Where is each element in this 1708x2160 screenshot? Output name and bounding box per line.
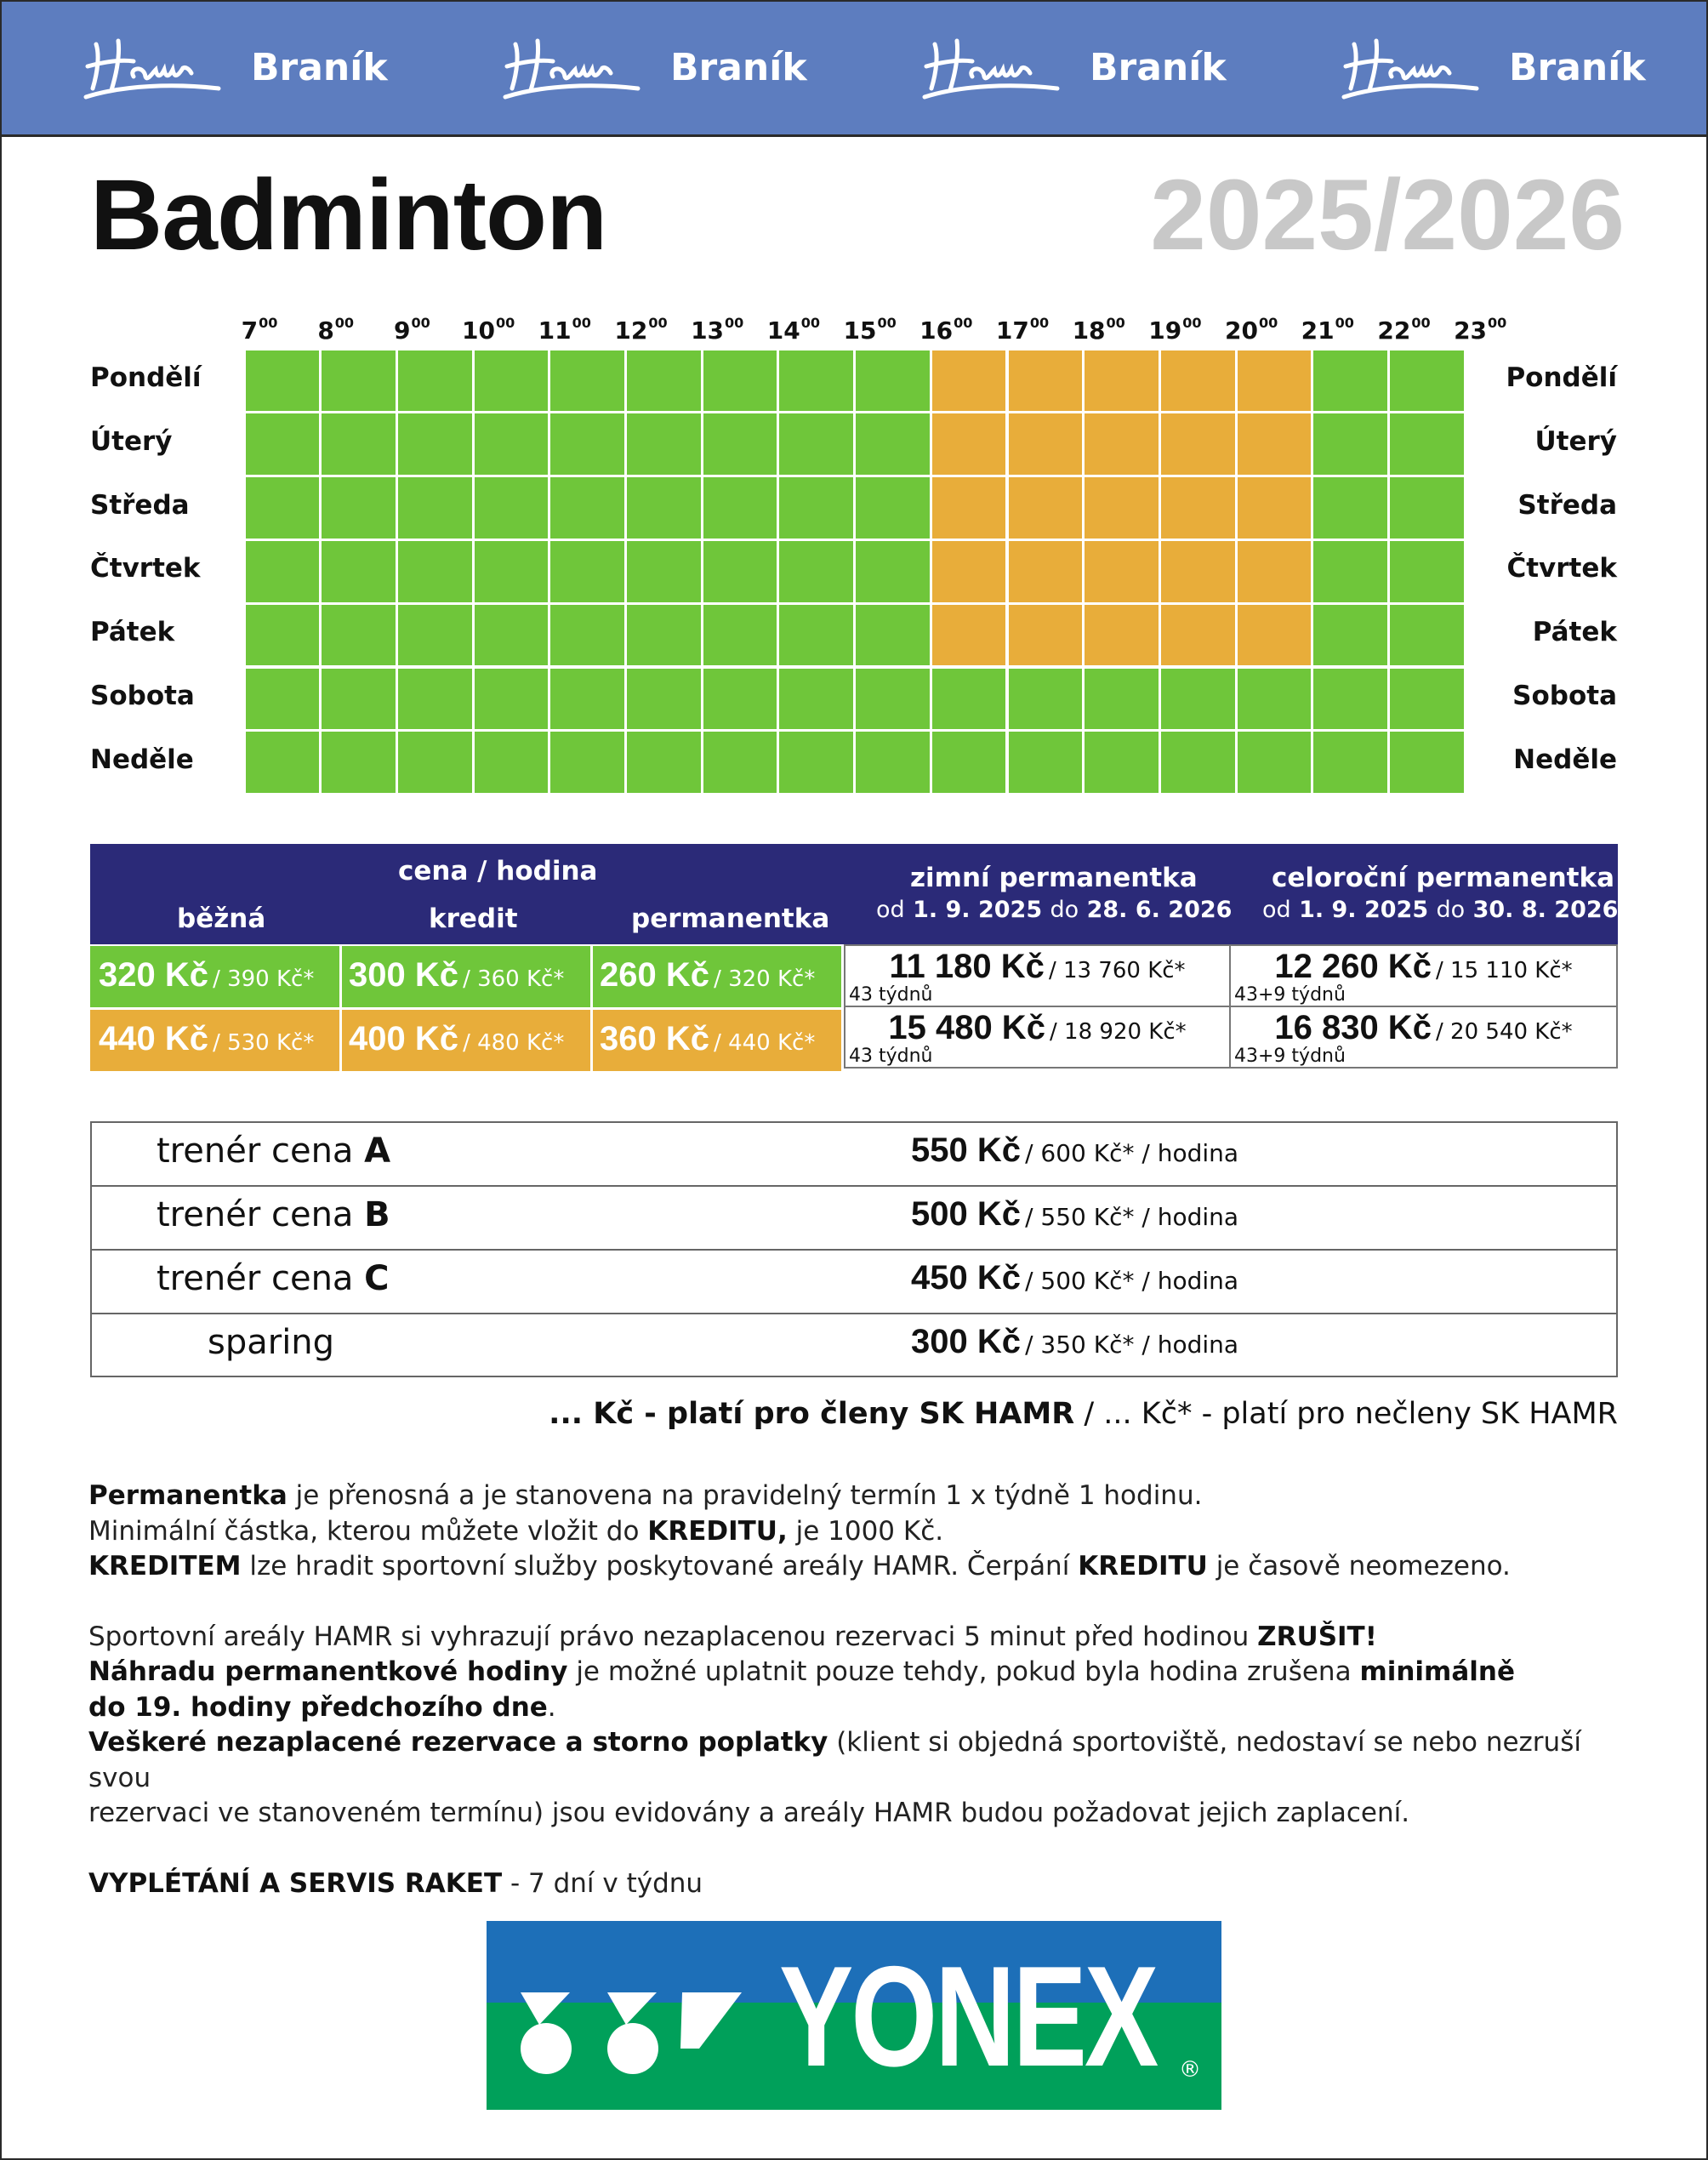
trainer-label: trenér cena	[157, 1195, 354, 1234]
price-legend: ... Kč - platí pro členy SK HAMR / ... Kč* - platí pro nečleny SK HAMR	[549, 1397, 1618, 1431]
col-header-zimni: zimní permanentka	[910, 863, 1198, 893]
trainer-label: sparing	[208, 1323, 335, 1362]
brand-name: Braník	[251, 46, 388, 89]
note-line: Minimální částka, kterou můžete vložit do KREDITU, je 1000 Kč.	[88, 1515, 944, 1547]
hour-label: $8^{00}$	[317, 315, 355, 345]
note-line: Veškeré nezaplacené rezervace a storno poplatky (klient si objedná sportoviště, nedostaví se nebo nezruší svou	[88, 1727, 1581, 1793]
trainer-price-rest: / 600 Kč* / hodina	[1025, 1139, 1239, 1167]
hour-label: $19^{00}$	[1148, 315, 1202, 345]
price-cell-permanentka: 260 Kč / 320 Kč*	[593, 946, 841, 1007]
trainer-price-rest: / 350 Kč* / hodina	[1025, 1331, 1239, 1359]
col-header-celorocni: celoroční permanentka	[1272, 863, 1615, 893]
hour-label: $22^{00}$	[1377, 315, 1431, 345]
registered-mark: ®	[1179, 2057, 1201, 2083]
hour-label: $11^{00}$	[538, 315, 591, 345]
day-label: Neděle	[90, 744, 194, 775]
hour-label: $13^{00}$	[691, 315, 744, 345]
day-label: Středa	[90, 489, 190, 521]
note-line: Sportovní areály HAMR si vyhrazují právo nezaplacenou rezervaci 5 minut před hodinou ZRUŠIT!	[88, 1621, 1377, 1652]
trainer-price: 500 Kč	[911, 1195, 1021, 1233]
day-label: Pondělí	[90, 362, 202, 393]
price-cell-kredit: 400 Kč / 480 Kč*	[342, 1010, 590, 1071]
note-line: do 19. hodiny předchozího dne.	[88, 1691, 556, 1723]
price-cell-bezna: 440 Kč / 530 Kč*	[90, 1010, 339, 1071]
hour-label: $23^{00}$	[1454, 315, 1507, 345]
hour-label: $12^{00}$	[614, 315, 668, 345]
hour-label: $14^{00}$	[766, 315, 821, 345]
hour-label: $17^{00}$	[995, 315, 1050, 345]
trainer-price: 300 Kč	[911, 1323, 1021, 1360]
col-header-bezna: běžná	[177, 903, 266, 934]
note-line: Náhradu permanentkové hodiny je možné uplatnit pouze tehdy, pokud byla hodina zrušena minimálně	[88, 1656, 1516, 1687]
col-header-permanentka: permanentka	[631, 903, 830, 934]
col-header-kredit: kredit	[429, 903, 518, 934]
price-group-header: cena / hodina	[398, 856, 598, 886]
note-line: KREDITEM lze hradit sportovní služby poskytované areály HAMR. Čerpání KREDITU je časově neomezeno.	[88, 1551, 1511, 1582]
hour-label: $9^{00}$	[394, 315, 430, 345]
day-label: Středa	[1517, 489, 1617, 521]
trainer-price-rest: / 500 Kč* / hodina	[1025, 1267, 1239, 1295]
day-label: Čtvrtek	[1506, 553, 1617, 584]
day-label: Sobota	[1512, 681, 1617, 711]
trainer-price-rest: / 550 Kč* / hodina	[1025, 1203, 1239, 1231]
trainer-grade: C	[364, 1259, 390, 1298]
price-cell-zimni: 15 480 Kč / 18 920 Kč* 43 týdnů	[844, 1006, 1231, 1069]
day-label: Pátek	[90, 617, 175, 648]
price-cell-celorocni: 16 830 Kč / 20 540 Kč* 43+9 týdnů	[1229, 1006, 1618, 1069]
day-label: Úterý	[90, 425, 173, 457]
hour-label: $10^{00}$	[461, 315, 515, 345]
trainer-grade: B	[364, 1195, 390, 1234]
day-label: Úterý	[1534, 425, 1617, 457]
day-label: Pátek	[1532, 617, 1617, 648]
hour-label: $20^{00}$	[1224, 315, 1278, 345]
trainer-price: 550 Kč	[911, 1131, 1021, 1169]
note-line: Permanentka je přenosná a je stanovena na pravidelný termín 1 x týdně 1 hodinu.	[88, 1480, 1203, 1511]
trainer-price: 450 Kč	[911, 1259, 1021, 1297]
price-cell-celorocni: 12 260 Kč / 15 110 Kč* 43+9 týdnů	[1229, 944, 1618, 1007]
col-header-celorocni-dates: od 1. 9. 2025 do 30. 8. 2026	[1262, 897, 1619, 923]
trainer-label: trenér cena	[157, 1259, 354, 1298]
day-label: Pondělí	[1506, 362, 1617, 393]
trainer-label: trenér cena	[157, 1131, 354, 1171]
yonex-wordmark: YONEX	[779, 1936, 1157, 2096]
brand-name: Braník	[1090, 46, 1227, 89]
hour-label: $7^{00}$	[241, 315, 278, 345]
brand-name: Braník	[1509, 46, 1646, 89]
day-label: Čtvrtek	[90, 553, 201, 584]
hour-label: $15^{00}$	[843, 315, 897, 345]
col-header-zimni-dates: od 1. 9. 2025 do 28. 6. 2026	[876, 897, 1233, 923]
day-label: Neděle	[1513, 744, 1617, 775]
price-cell-bezna: 320 Kč / 390 Kč*	[90, 946, 339, 1007]
hour-label: $21^{00}$	[1301, 315, 1354, 345]
price-cell-permanentka: 360 Kč / 440 Kč*	[593, 1010, 841, 1071]
note-line: VYPLÉTÁNÍ A SERVIS RAKET - 7 dní v týdnu	[88, 1867, 703, 1899]
price-cell-zimni: 11 180 Kč / 13 760 Kč* 43 týdnů	[844, 944, 1231, 1007]
note-line: rezervaci ve stanoveném termínu) jsou evidovány a areály HAMR budou požadovat jejich zaplacení.	[88, 1798, 1410, 1828]
hour-label: $16^{00}$	[919, 315, 973, 345]
season-label: 2025/2026	[1150, 159, 1625, 271]
hour-label: $18^{00}$	[1072, 315, 1125, 345]
day-label: Sobota	[90, 681, 195, 711]
brand-name: Braník	[670, 46, 807, 89]
price-cell-kredit: 300 Kč / 360 Kč*	[342, 946, 590, 1007]
page-title: Badminton	[90, 159, 607, 271]
trainer-grade: A	[364, 1131, 391, 1171]
